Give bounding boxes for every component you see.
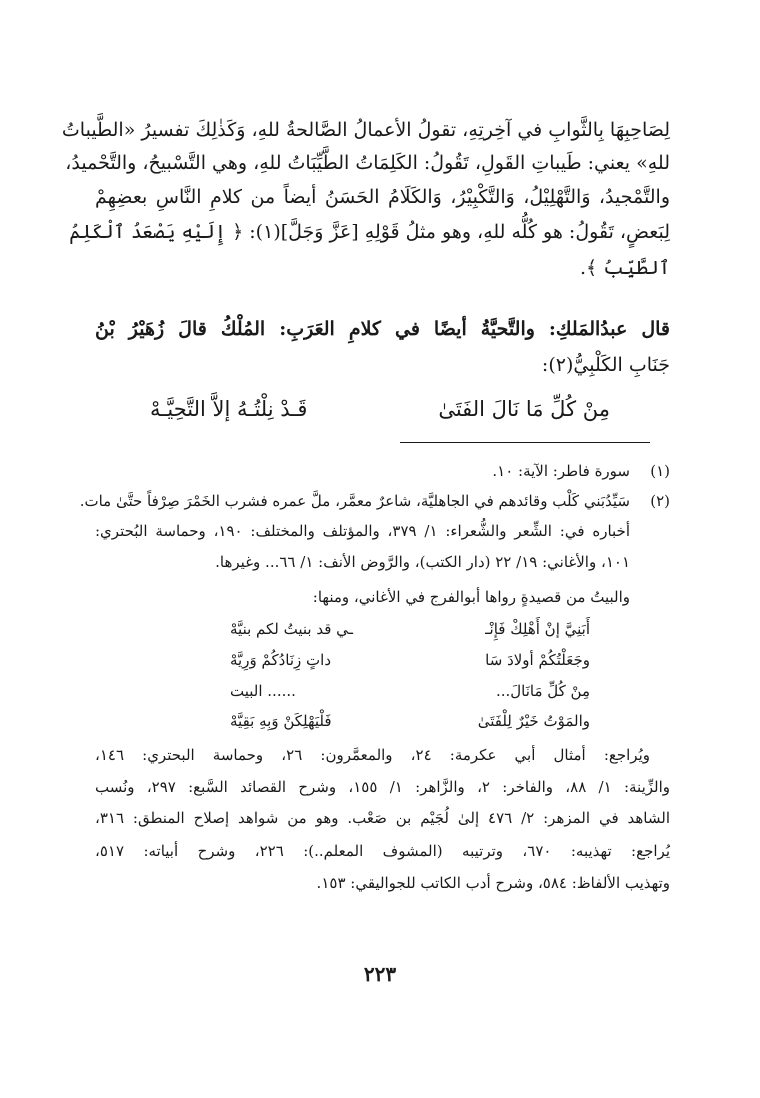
- body-line-7: جَنَابِ الكَلْبِيُّ(٢):: [541, 354, 670, 376]
- body-line-3: والتَّمْجيدُ، وَالتَّهْلِيْلُ، وَالتَّكْبِيْرُ، وَالكَلَامُ الحَسَنُ أيضاً من كلامِ النَّاسِ بعضِهِمْ: [95, 186, 670, 208]
- verse: [150, 397, 610, 421]
- footnote-2-line-6: والزِّينة: ١/ ٨٨، والفاخر: ٢، والزَّاهر: ١/ ١٥٥، وشرح القصائد السَّبع: ٢٩٧، ونُسب: [95, 778, 671, 796]
- footnote-2-line-9: وتهذيب الألفاظ: ٥٨٤، وشرح أدب الكاتب للجواليقي: ١٥٣.: [316, 874, 670, 892]
- poem-line-3-second: ...... البيت: [230, 682, 296, 700]
- footnote-2-line-8: يُراجع: تهذيبه: ٦٧٠، وترتيبه (المشوف المعلم..): ٢٢٦، وشرح أبياته: ٥١٧،: [95, 842, 670, 860]
- footnote-2-number: (٢): [650, 492, 670, 510]
- verse-second-hemistich: قَـدْ نِلْتُـهُ إلاَّ التَّحِيَّـهْ: [150, 397, 308, 421]
- body-line-5: ٱلطَّيِّبُ ﴾.: [579, 257, 670, 279]
- footnote-2-line-5: ويُراجع: أمثال أبي عكرمة: ٢٤، والمعمَّرون: ٢٦، وحماسة البحتري: ١٤٦،: [95, 746, 651, 764]
- poem-line-3-first: مِنْ كُلِّ مَانَالَ...: [495, 682, 590, 700]
- footnote-2-line-3: ١٠١، والأغاني: ١٩/ ٢٢ (دار الكتب)، والرَّوض الأنف: ١/ ٦٦... وغيرها.: [215, 553, 630, 571]
- footnote-2-line-1: سَيِّدُبَني كَلْب وقائدهم في الجاهليَّة، شاعرٌ معمَّر، ملَّ عمره فشرب الخَمْرَ صِرْفاً حتَّىٰ مات.: [79, 492, 630, 510]
- footnote-2-line-7: الشاهد في المزهر: ٢/ ٤٧٦ إلىٰ لُجَيْم بن صَعْب. وهو من شواهد إصلاح المنطق: ٣١٦،: [95, 809, 670, 827]
- footnote-2-line-2: أخباره في: الشِّعر والشُّعراء: ١/ ٣٧٩، والمؤتلف والمختلف: ١٩٠، وحماسة البُحتري:: [95, 522, 630, 540]
- footnote-separator: [400, 442, 650, 443]
- body-line-4: لِبَعضٍ، تَقُولُ: هو كُلُّه للهِ، وهو مثلُ قَوْلِهِ [عَزَّ وَجَلَّ](١): ﴿ إِلَيْهِ يَصْعَدُ ٱلْكَلِمُ: [69, 221, 670, 243]
- footnote-1-text: سورة فاطر: الآية: ١٠.: [492, 462, 630, 480]
- poem-line-3: [230, 682, 590, 700]
- poem-line-1: [230, 620, 590, 638]
- footnote-2-line-4: والبيتُ من قصيدةٍ رواها أبوالفرج في الأغاني، ومنها:: [312, 588, 630, 606]
- poem-line-1-second: ـي قد بنيتُ لكم بنيَّهْ: [230, 620, 354, 638]
- poem-line-2-second: داتٍ زِنَادُكُمْ وَرِيَّهْ: [230, 651, 332, 669]
- poem-line-4-second: فَلْيَهْلِكَنْ وَبِهِ بَقِيَّهْ: [230, 712, 332, 730]
- verse-first-hemistich: مِنْ كُلِّ مَا نَالَ الفَتَىٰ: [438, 397, 610, 421]
- poem-line-1-first: أَبَنِيَّ إنْ أَهْلِكْ فَإِنْـ: [485, 620, 590, 638]
- poem-line-2-first: وجَعَلْتُكُمْ أولادَ سَا: [485, 651, 590, 669]
- poem-line-4: [230, 712, 590, 730]
- body-line-1: لِصَاحِبِهَا بِالثَّوابِ في آخِرتِهِ، تقولُ الأعمالُ الصَّالحةُ للهِ، وَكَذٰلِكَ تفسيرُ «الطَّيباتُ: [61, 119, 670, 141]
- body-line-2: للهِ» يعني: طَيباتِ القَولِ، تَقُولُ: الكَلِمَاتُ الطَّيِّبَاتُ للهِ، وهي التَّسْبيحُ، والتَّحْميدُ،: [65, 152, 670, 174]
- poem-line-2: [230, 651, 590, 669]
- body-line-6: قال عبدُالمَلكِ: والتَّحيَّةُ أيضًا في كلامِ العَرَبِ: المُلْكُ قالَ زُهَيْرُ بْنُ: [95, 318, 670, 340]
- page-number: ٢٢٣: [363, 962, 397, 986]
- footnote-1-number: (١): [650, 462, 670, 480]
- poem-line-4-first: والمَوْتُ خَيْرٌ لِلْفَتَىٰ: [477, 712, 590, 730]
